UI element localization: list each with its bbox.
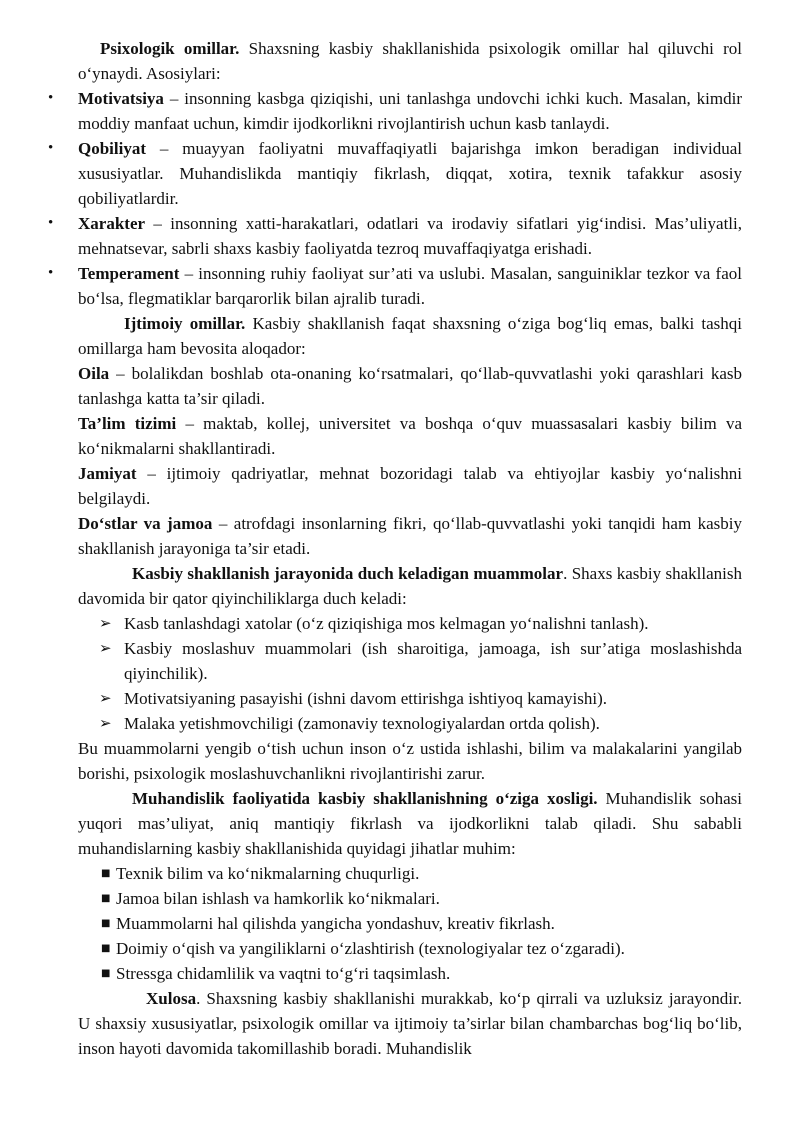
- arrow-bullet-icon: ➢: [99, 614, 112, 632]
- list-item-text: Muammolarni hal qilishda yangicha yondashuv, kreativ fikrlash.: [116, 914, 555, 933]
- list-item: [99, 711, 742, 736]
- arrow-bullet-icon: ➢: [99, 714, 112, 732]
- list-item: [78, 261, 742, 311]
- arrow-bullet-icon: ➢: [99, 639, 112, 657]
- list-item-text: Motivatsiyaning pasayishi (ishni davom ettirishga ishtiyoq kamayishi).: [124, 689, 608, 708]
- paragraph-text: Muhandislik sohasi yuqori mas’uliyat, aniq mantiqiy fikrlash va ijodkorlikni talab qiladi. Shu sababli muhandislarning kasbiy shakllanishida quyidagi jihatlar muhim:: [78, 789, 742, 858]
- definition: – insonning ruhiy faoliyat sur’ati va uslubi. Masalan, sanguiniklar tezkor va faol bo‘lsa, flegmatiklar barqarorlik bilan ajralib turadi.: [78, 264, 742, 308]
- definition: – atrofdagi insonlarning fikri, qo‘llab-quvvatlashi yoki tanqidi ham kasbiy shakllanish jarayoniga ta’sir etadi.: [78, 514, 743, 558]
- list-item-text: Doimiy o‘qish va yangiliklarni o‘zlashtirish (texnologiyalar tez o‘zgaradi).: [116, 939, 625, 958]
- term: Oila: [78, 364, 110, 383]
- section-title: Ijtimoiy omillar.: [124, 314, 246, 333]
- term: Temperament: [78, 264, 180, 283]
- engineering-list: [78, 861, 742, 986]
- list-item: [78, 86, 742, 136]
- list-item-text: Kasbiy moslashuv muammolari (ish sharoitiga, jamoaga, ish sur’atiga moslashishda qiyinchilik).: [124, 639, 742, 683]
- definition: – bolalikdan boshlab ota-onaning ko‘rsatmalari, qo‘llab-quvvatlashi yoki qarashlari kasb tanlashga katta ta’sir qiladi.: [78, 364, 742, 408]
- paragraph-text: Shaxsning kasbiy shakllanishida psixologik omillar hal qiluvchi rol o‘ynaydi. Asosiylari:: [78, 39, 742, 83]
- summary-paragraph: [78, 986, 742, 1061]
- list-item: [101, 961, 742, 986]
- list-item: [99, 686, 742, 711]
- psychological-factors-intro: [78, 36, 742, 86]
- term: Xarakter: [78, 214, 146, 233]
- list-item-text: Texnik bilim va ko‘nikmalarning chuqurligi.: [116, 864, 420, 883]
- paragraph-text: . Shaxs kasbiy shakllanish davomida bir qator qiyinchiliklarga duch keladi:: [78, 564, 743, 608]
- psychological-factors-list: [78, 86, 742, 311]
- problems-intro: [78, 561, 742, 611]
- definition: – insonning xatti-harakatlari, odatlari va irodaviy sifatlari yig‘indisi. Mas’uliyatli, mehnatsevar, sabrli shaxs kasbiy faoliyatda tezroq muvaffaqiyatga erishadi.: [78, 214, 742, 258]
- term: Ta’lim tizimi: [78, 414, 177, 433]
- term: Motivatsiya: [78, 89, 164, 108]
- definition: – insonning kasbga qiziqishi, uni tanlashga undovchi ichki kuch. Masalan, kimdir moddiy manfaat uchun, kimdir ijodkorlikni rivojlantirish uchun kasb tanlaydi.: [78, 89, 742, 133]
- square-bullet-icon: ■: [101, 943, 111, 954]
- list-item: [78, 136, 742, 211]
- list-item-text: Stressga chidamlilik va vaqtni to‘g‘ri taqsimlash.: [116, 964, 451, 983]
- term: Qobiliyat: [78, 139, 147, 158]
- social-factor-paragraph: [78, 361, 742, 411]
- list-item-text: Kasb tanlashdagi xatolar (o‘z qiziqishiga mos kelmagan yo‘nalishni tanlash).: [124, 614, 649, 633]
- paragraph-text: Kasbiy shakllanish faqat shaxsning o‘ziga bog‘liq emas, balki tashqi omillarga ham bevosita aloqador:: [78, 314, 742, 358]
- definition: – muayyan faoliyatni muvaffaqiyatli bajarishga imkon beradigan individual xususiyatlar. Muhandislikda mantiqiy fikrlash, diqqat, xotira, texnik tafakkur asosiy qobiliyatlardir.: [78, 139, 742, 208]
- list-item: [101, 911, 742, 936]
- social-factor-paragraph: [78, 511, 742, 561]
- social-factor-paragraph: [78, 461, 742, 511]
- term: Jamiyat: [78, 464, 137, 483]
- list-item: [101, 861, 742, 886]
- problems-conclusion: Bu muammolarni yengib o‘tish uchun inson o‘z ustida ishlashi, bilim va malakalarini yangilab borishi, psixologik moslashuvchanlikni rivojlantirishi zarur.: [78, 739, 742, 783]
- list-item-text: Malaka yetishmovchiligi (zamonaviy texnologiyalardan ortda qolish).: [124, 714, 600, 733]
- list-item-text: Jamoa bilan ishlash va hamkorlik ko‘nikmalari.: [116, 889, 440, 908]
- square-bullet-icon: ■: [101, 968, 111, 979]
- social-factors-intro: [78, 311, 742, 361]
- section-title: Psixologik omillar.: [100, 39, 240, 58]
- engineering-intro: [78, 786, 742, 861]
- list-item: [78, 211, 742, 261]
- square-bullet-icon: ■: [101, 893, 111, 904]
- term: Do‘stlar va jamoa: [78, 514, 213, 533]
- list-item: [101, 886, 742, 911]
- paragraph-text: . Shaxsning kasbiy shakllanishi murakkab, ko‘p qirrali va uzluksiz jarayondir. U shaxsiy xususiyatlar, psixologik omillar va ijtimoiy ta’sirlar bilan chambarchas bog‘liq bo‘lib, inson hayoti davomida takomillashib boradi. Muhandislik: [78, 989, 742, 1058]
- section-title: Xulosa: [146, 989, 197, 1008]
- square-bullet-icon: ■: [101, 868, 111, 879]
- list-item: [99, 611, 742, 636]
- definition: – maktab, kollej, universitet va boshqa o‘quv muassasalari kasbiy bilim va ko‘nikmalarni shakllantiradi.: [78, 414, 742, 458]
- social-factor-paragraph: [78, 411, 742, 461]
- arrow-bullet-icon: ➢: [99, 689, 112, 707]
- list-item: [99, 636, 742, 686]
- list-item: [101, 936, 742, 961]
- problems-list: [78, 611, 742, 736]
- section-title: Muhandislik faoliyatida kasbiy shakllanishning o‘ziga xosligi.: [132, 789, 598, 808]
- definition: – ijtimoiy qadriyatlar, mehnat bozoridagi talab va ehtiyojlar kasbiy yo‘nalishni belgilaydi.: [78, 464, 742, 508]
- section-title: Kasbiy shakllanish jarayonida duch keladigan muammolar: [132, 564, 564, 583]
- square-bullet-icon: ■: [101, 918, 111, 929]
